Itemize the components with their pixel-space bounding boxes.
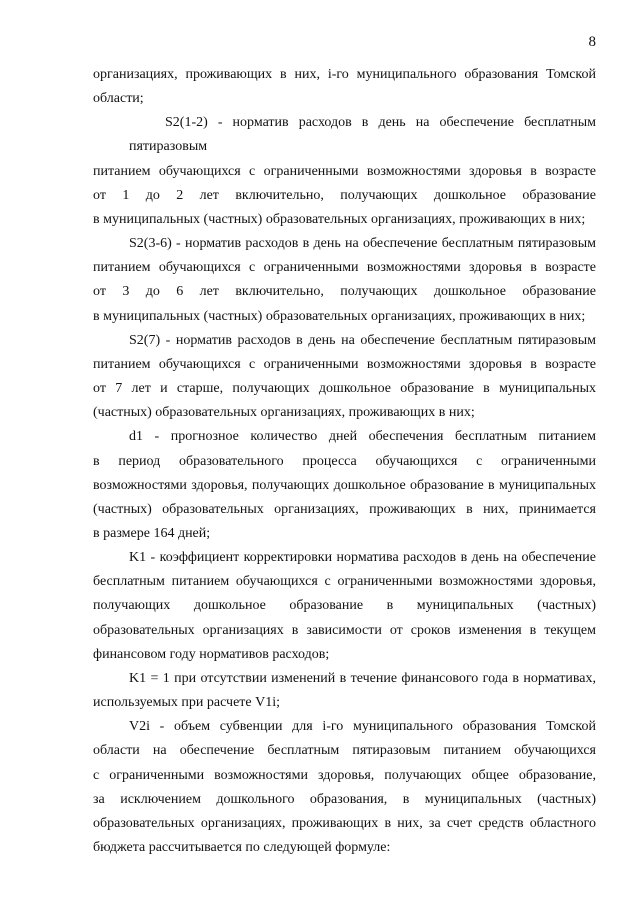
text-line: (частных) образовательных организациях, проживающих в них; — [93, 405, 475, 421]
text-line: возможностями здоровья, получающих дошкольное образование в муниципальных — [93, 477, 596, 493]
text-line: S2(7) - норматив расходов в день на обеспечение бесплатным пятиразовым — [129, 332, 596, 348]
paragraph-s2-3-6 — [93, 232, 596, 329]
text-line: питанием обучающихся с ограниченными возможностями здоровья в возрасте — [93, 260, 596, 276]
text-line: питанием обучающихся с ограниченными возможностями здоровья в возрасте — [93, 163, 596, 179]
text-line: бюджета рассчитывается по следующей формуле: — [93, 840, 391, 855]
text-line: от 1 до 2 лет включительно, получающих дошкольное образование — [93, 187, 596, 203]
text-line: в муниципальных (частных) образовательных организациях, проживающих в них; — [93, 211, 586, 227]
text-line: V2i - объем субвенции для i-го муниципального образования Томской — [129, 719, 596, 735]
text-line: (частных) образовательных организациях, проживающих в них, принимается — [93, 501, 596, 517]
text-line: в период образовательного процесса обучающихся с ограниченными — [93, 453, 596, 469]
text-line: d1 - прогнозное количество дней обеспечения бесплатным питанием — [129, 429, 596, 445]
text-line: области; — [93, 91, 144, 107]
text-line: K1 = 1 при отсутствии изменений в течение финансового года в нормативах, — [129, 670, 596, 686]
text-line: с ограниченными возможностями здоровья, получающих общее образование, — [93, 767, 596, 783]
text-line: образовательных организациях, проживающих в них, за счет средств областного — [93, 815, 596, 831]
text-line: бесплатным питанием обучающихся с ограниченными возможностями здоровья, — [93, 574, 596, 590]
document-body — [93, 63, 596, 860]
page-number: 8 — [588, 34, 596, 50]
text-line: K1 - коэффициент корректировки норматива расходов в день на обеспечение — [129, 550, 596, 566]
paragraph-v2i — [93, 715, 596, 860]
paragraph-k1 — [93, 546, 596, 667]
text-line: от 7 лет и старше, получающих дошкольное образование в муниципальных — [93, 381, 596, 397]
paragraph-continuation — [93, 63, 596, 111]
text-line: в размере 164 дней; — [93, 525, 211, 541]
text-line: области на обеспечение бесплатным пятиразовым питанием обучающихся — [93, 743, 596, 759]
text-line: образовательных организациях в зависимости от сроков изменения в текущем — [93, 622, 596, 638]
text-line: организациях, проживающих в них, i-го муниципального образования Томской — [93, 67, 596, 82]
text-line: финансовом году нормативов расходов; — [93, 646, 330, 662]
paragraph-s2-7 — [93, 329, 596, 426]
text-line: S2(3-6) - норматив расходов в день на обеспечение бесплатным пятиразовым — [129, 236, 596, 252]
paragraph-k1-equals — [93, 667, 596, 715]
text-line: получающих дошкольное образование в муниципальных (частных) — [93, 598, 596, 614]
text-line: питанием обучающихся с ограниченными возможностями здоровья в возрасте — [93, 356, 596, 372]
text-line: от 3 до 6 лет включительно, получающих дошкольное образование — [93, 284, 596, 300]
text-line: за исключением дошкольного образования, в муниципальных (частных) — [93, 791, 596, 807]
text-line: в муниципальных (частных) образовательных организациях, проживающих в них; — [93, 308, 586, 324]
text-line: используемых при расчете V1i; — [93, 695, 281, 711]
paragraph-d1 — [93, 425, 596, 546]
text-line: S2(1-2) - норматив расходов в день на обеспечение бесплатным пятиразовым — [129, 115, 596, 155]
paragraph-s2-1-2 — [93, 111, 596, 232]
